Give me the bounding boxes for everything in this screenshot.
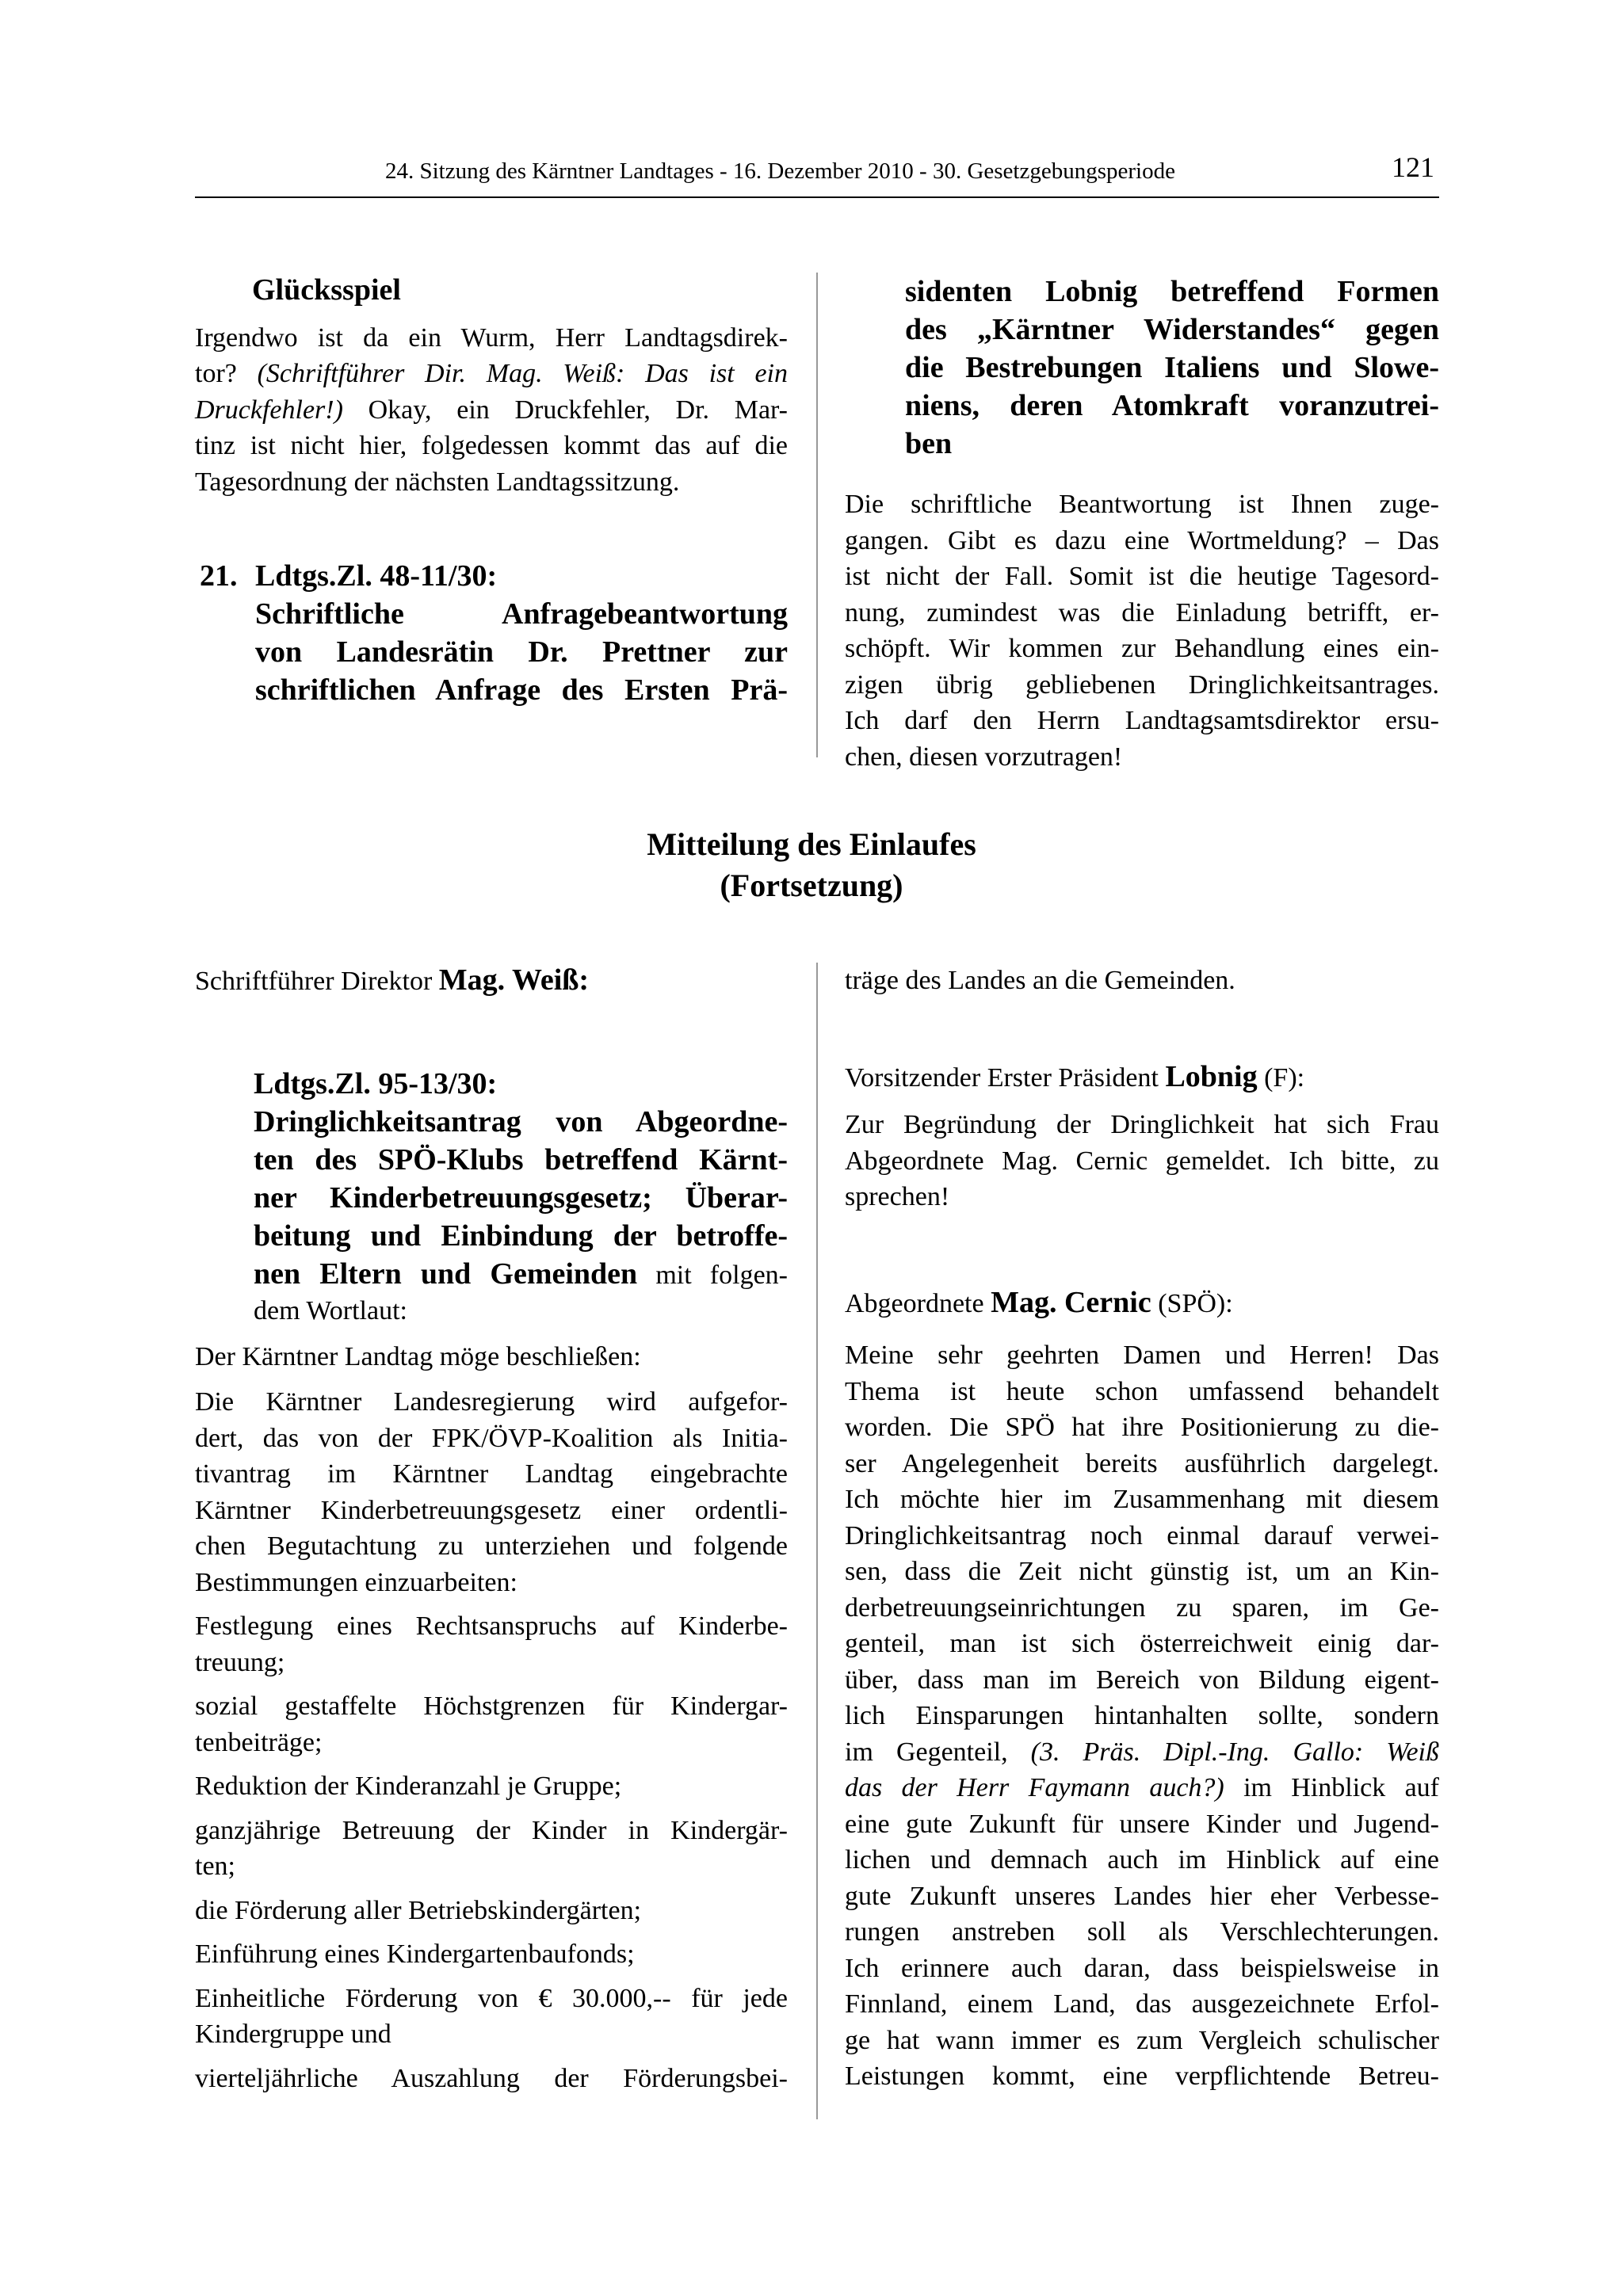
text-line: tivantrag im Kärntner Landtag eingebrachte bbox=[195, 1459, 788, 1489]
speech-paragraph bbox=[845, 1337, 1439, 2095]
text-line: Zur Begründung der Dringlichkeit hat sich Frau bbox=[845, 1110, 1439, 1139]
column-divider-bottom bbox=[816, 963, 818, 2119]
header-title: 24. Sitzung des Kärntner Landtages - 16. Dezember 2010 - 30. Gesetzgebungsperiode bbox=[385, 158, 1175, 184]
text-line: tenbeiträge; bbox=[195, 1727, 323, 1757]
text-line bbox=[845, 1806, 1439, 1843]
speaker-line bbox=[845, 1285, 1439, 1322]
heading-gluecksspiel: Glücksspiel bbox=[252, 273, 401, 307]
item-line: von Landesrätin Dr. Prettner zur bbox=[255, 635, 788, 669]
text-span: dem Wortlaut: bbox=[254, 1295, 407, 1325]
speaker-line bbox=[845, 1059, 1439, 1097]
item-line: sidenten Lobnig betreffend Formen bbox=[905, 275, 1439, 308]
speaker-line bbox=[195, 963, 788, 1000]
top-left-column bbox=[195, 273, 788, 709]
paragraph-aufforderung bbox=[195, 1384, 788, 1600]
list-item bbox=[195, 1813, 788, 1885]
text-line bbox=[845, 1409, 1439, 1446]
text-span: Ich möchte hier im Zusammenhang mit diesem bbox=[845, 1485, 1439, 1514]
speaker-party: (SPÖ): bbox=[1151, 1288, 1233, 1318]
text-line: die Förderung aller Betriebskindergärten; bbox=[195, 1895, 642, 1925]
text-line bbox=[845, 1842, 1439, 1878]
list-item bbox=[195, 1981, 788, 2053]
text-span: ge hat wann immer es zum Vergleich schulischer bbox=[845, 2025, 1439, 2055]
text-line bbox=[845, 1986, 1439, 2023]
bottom-right-column bbox=[845, 963, 1439, 2095]
text-span: derbetreuungseinrichtungen zu sparen, im Ge- bbox=[845, 1592, 1439, 1623]
text-span: Finnland, einem Land, das ausgezeichnete Erfol- bbox=[845, 1989, 1439, 2019]
section-title bbox=[0, 824, 1623, 906]
list-item bbox=[195, 2061, 788, 2097]
text-span: worden. Die SPÖ hat ihre Positionierung zu die- bbox=[845, 1413, 1439, 1442]
text-span: mit folgen- bbox=[637, 1260, 788, 1290]
item-number: 21. bbox=[200, 559, 238, 593]
text-span: tor? bbox=[195, 359, 258, 388]
interjection: das der Herr Faymann auch?) bbox=[845, 1773, 1224, 1802]
text-line bbox=[845, 1951, 1439, 1987]
text-span: genteil, man ist sich österreichweit einig dar- bbox=[845, 1629, 1439, 1658]
text-line: zigen übrig gebliebenen Dringlichkeitsantrages. bbox=[845, 669, 1439, 700]
page-header bbox=[195, 151, 1439, 198]
top-right-column bbox=[845, 273, 1439, 775]
text-span: Ich erinnere auch daran, dass beispielsweise in bbox=[845, 1953, 1439, 1983]
text-line: chen Begutachtung zu unterziehen und folgende bbox=[195, 1531, 788, 1561]
text-line: Reduktion der Kinderanzahl je Gruppe; bbox=[195, 1772, 622, 1801]
paragraph-wurm bbox=[195, 320, 788, 501]
text-line: nung, zumindest was die Einladung betrifft, er- bbox=[845, 597, 1439, 627]
speaker-name: Mag. Weiß: bbox=[438, 963, 590, 997]
text-line: Irgendwo ist da ein Wurm, Herr Landtagsdirek- bbox=[195, 322, 788, 353]
text-span: lichen und demnach auch im Hinblick auf eine bbox=[845, 1845, 1439, 1875]
column-divider-top bbox=[816, 273, 818, 757]
item-line: ben bbox=[905, 427, 953, 460]
text-line: ganzjährige Betreuung der Kinder in Kindergär- bbox=[195, 1815, 788, 1845]
list-item bbox=[195, 1688, 788, 1760]
paragraph-beantwortung bbox=[845, 486, 1439, 775]
text-line: Tagesordnung der nächsten Landtagssitzung. bbox=[195, 467, 680, 497]
text-line bbox=[845, 2058, 1439, 2095]
resolution-intro: Der Kärntner Landtag möge beschließen: bbox=[195, 1341, 641, 1371]
list-item bbox=[195, 1893, 788, 1929]
motion-line: Dringlichkeitsantrag von Abgeordne- bbox=[254, 1104, 788, 1138]
text-line: Kindergruppe und bbox=[195, 2019, 391, 2049]
text-line bbox=[195, 356, 788, 392]
section-title-line: (Fortsetzung) bbox=[720, 868, 903, 903]
text-span: im Gegenteil, bbox=[845, 1737, 1031, 1767]
item-line: Schriftliche Anfragebeantwortung bbox=[255, 597, 788, 631]
item-line: des „Kärntner Widerstandes“ gegen bbox=[905, 313, 1439, 346]
text-line: Einheitliche Förderung von € 30.000,-- für jede bbox=[195, 1983, 788, 2013]
text-line: Abgeordnete Mag. Cernic gemeldet. Ich bitte, zu bbox=[845, 1146, 1439, 1176]
interjection: Druckfehler!) bbox=[195, 395, 343, 425]
text-line: Einführung eines Kindergartenbaufonds; bbox=[195, 1939, 635, 1969]
text-line bbox=[845, 1770, 1439, 1806]
motion-line: ner Kinderbetreuungsgesetz; Überar- bbox=[254, 1180, 788, 1215]
text-line bbox=[845, 1662, 1439, 1699]
text-span: sen, dass die Zeit nicht günstig ist, um an Kin- bbox=[845, 1557, 1439, 1586]
text-line: träge des Landes an die Gemeinden. bbox=[845, 966, 1235, 995]
text-line: sozial gestaffelte Höchstgrenzen für Kindergar- bbox=[195, 1691, 788, 1721]
text-line bbox=[845, 1878, 1439, 1915]
text-line: Festlegung eines Rechtsanspruchs auf Kinderbe- bbox=[195, 1611, 788, 1641]
speaker-role: Schriftführer Direktor bbox=[195, 967, 439, 996]
item-line: die Bestrebungen Italiens und Slowe- bbox=[905, 351, 1439, 384]
text-line bbox=[845, 1914, 1439, 1951]
text-line: gangen. Gibt es dazu eine Wortmeldung? – Das bbox=[845, 525, 1439, 555]
bottom-left-column bbox=[195, 963, 788, 2096]
page-number: 121 bbox=[1392, 151, 1434, 183]
motion-line: ten des SPÖ-Klubs betreffend Kärnt- bbox=[254, 1142, 788, 1177]
item-ref: Ldtgs.Zl. 48-11/30: bbox=[255, 559, 498, 593]
speaker-name: Lobnig bbox=[1165, 1059, 1258, 1093]
speaker-role: Abgeordnete bbox=[845, 1288, 991, 1318]
interjection: (3. Präs. Dipl.-Ing. Gallo: Weiß bbox=[1030, 1737, 1439, 1767]
text-span: gute Zukunft unseres Landes hier eher Verbesse- bbox=[845, 1881, 1439, 1911]
text-span: Leistungen kommt, eine verpflichtende Betreu- bbox=[845, 2061, 1439, 2091]
text-line bbox=[845, 1626, 1439, 1662]
text-line: ten; bbox=[195, 1852, 235, 1881]
text-line: tinz ist nicht hier, folgedessen kommt das auf die bbox=[195, 431, 788, 460]
text-line bbox=[845, 1554, 1439, 1590]
text-span: Dringlichkeitsantrag noch einmal darauf verwei- bbox=[845, 1520, 1439, 1550]
item-line: schriftlichen Anfrage des Ersten Prä- bbox=[255, 673, 788, 707]
speaker-party: (F): bbox=[1257, 1062, 1305, 1093]
interjection: (Schriftführer Dir. Mag. Weiß: Das ist ein bbox=[257, 359, 789, 388]
section-title-line: Mitteilung des Einlaufes bbox=[647, 826, 976, 862]
list-item bbox=[195, 1936, 788, 1973]
paragraph-begruendung bbox=[845, 1107, 1439, 1215]
text-line: Die schriftliche Beantwortung ist Ihnen zuge- bbox=[845, 490, 1439, 519]
text-line bbox=[845, 2023, 1439, 2059]
text-line: dert, das von der FPK/ÖVP-Koalition als Initia- bbox=[195, 1423, 788, 1453]
motion-ref: Ldtgs.Zl. 95-13/30: bbox=[254, 1066, 498, 1100]
text-line: vierteljährliche Auszahlung der Förderungsbei- bbox=[195, 2063, 788, 2093]
agenda-item-21 bbox=[195, 557, 788, 709]
text-line bbox=[845, 1698, 1439, 1734]
list-item bbox=[195, 1768, 788, 1805]
text-line bbox=[195, 392, 788, 429]
text-line bbox=[845, 1337, 1439, 1374]
list-item bbox=[195, 1608, 788, 1680]
motion-line: nen Eltern und Gemeinden bbox=[254, 1257, 638, 1291]
text-line: Ich darf den Herrn Landtagsamtsdirektor ersu- bbox=[845, 706, 1439, 735]
text-line: Die Kärntner Landesregierung wird aufgefor- bbox=[195, 1387, 788, 1417]
text-line: sprechen! bbox=[845, 1182, 950, 1211]
text-line: Kärntner Kinderbetreuungsgesetz einer ordentli- bbox=[195, 1495, 788, 1525]
text-line: schöpft. Wir kommen zur Behandlung eines ein- bbox=[845, 634, 1439, 663]
text-span: eine gute Zukunft für unsere Kinder und Jugend- bbox=[845, 1809, 1439, 1839]
text-span: über, dass man im Bereich von Bildung eigent- bbox=[845, 1665, 1439, 1695]
text-line bbox=[845, 1518, 1439, 1554]
text-span: rungen anstreben soll als Verschlechterungen. bbox=[845, 1917, 1439, 1947]
text-line: chen, diesen vorzutragen! bbox=[845, 742, 1123, 772]
text-line bbox=[845, 1446, 1439, 1482]
agenda-item-21-continued bbox=[845, 273, 1439, 463]
text-span: Okay, ein Druckfehler, Dr. Mar- bbox=[342, 395, 788, 425]
text-line bbox=[845, 1734, 1439, 1771]
text-line: ist nicht der Fall. Somit ist die heutige Tagesord- bbox=[845, 562, 1439, 591]
speaker-role: Vorsitzender Erster Präsident bbox=[845, 1062, 1166, 1093]
text-span: Meine sehr geehrten Damen und Herren! Das bbox=[845, 1341, 1439, 1370]
text-span: ser Angelegenheit bereits ausführlich dargelegt. bbox=[845, 1448, 1439, 1478]
text-line: Bestimmungen einzuarbeiten: bbox=[195, 1567, 517, 1597]
speaker-name: Mag. Cernic bbox=[991, 1285, 1151, 1319]
text-line bbox=[845, 1590, 1439, 1627]
text-span: Thema ist heute schon umfassend behandelt bbox=[845, 1376, 1439, 1406]
motion-heading bbox=[195, 1065, 788, 1328]
text-span: lich Einsparungen hintanhalten sollte, sondern bbox=[845, 1701, 1439, 1730]
motion-line: beitung und Einbindung der betroffe- bbox=[254, 1219, 788, 1253]
text-line bbox=[845, 1482, 1439, 1518]
text-span: im Hinblick auf bbox=[1224, 1773, 1439, 1802]
text-line: treuung; bbox=[195, 1647, 285, 1677]
text-line bbox=[845, 1374, 1439, 1410]
motion-list bbox=[195, 1608, 788, 2096]
item-line: niens, deren Atomkraft voranzutrei- bbox=[905, 389, 1439, 422]
